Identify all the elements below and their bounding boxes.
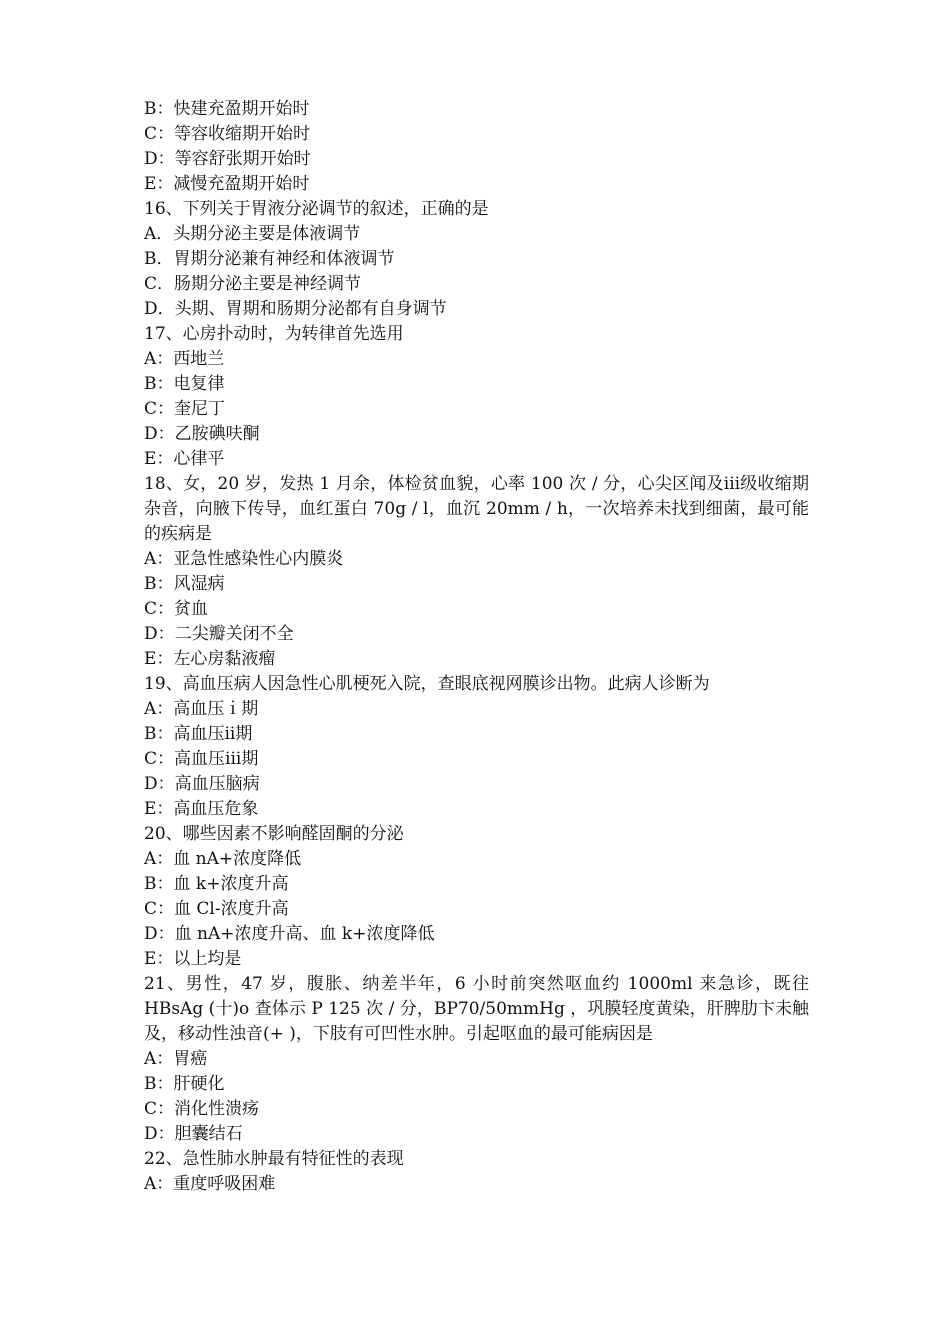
option-d: D：胆囊结石: [144, 1124, 243, 1144]
option-e: E：左心房黏液瘤: [144, 649, 276, 669]
question-19: [144, 672, 809, 822]
option-b: B．胃期分泌兼有神经和体液调节: [144, 249, 395, 269]
option-b: B：电复律: [144, 374, 225, 394]
option-e: E：高血压危象: [144, 799, 259, 819]
option-a: A：血 nA+浓度降低: [144, 849, 302, 869]
option-a: A：高血压ｉ期: [144, 699, 259, 719]
option-b: B：肝硬化: [144, 1074, 225, 1094]
question-16: [144, 197, 809, 322]
option-d: D：等容舒张期开始时: [144, 149, 311, 169]
option-b: B：血 k+浓度升高: [144, 874, 289, 894]
option-a: A：亚急性感染性心内膜炎: [144, 549, 344, 569]
question-stem: 19、高血压病人因急性心肌梗死入院，查眼底视网膜诊出物。此病人诊断为: [144, 674, 710, 694]
option-b: B：高血压ii期: [144, 724, 253, 744]
question-stem: 18、女，20 岁，发热 1 月余，体检贫血貌，心率 100 次 / 分，心尖区闻及iii级收缩期杂音，向腋下传导，血红蛋白 70g / l，血沉 20mm / h，一次培养未找到细菌，最可能的疾病是: [144, 474, 809, 544]
option-a: A：西地兰: [144, 349, 225, 369]
option-d: D：高血压脑病: [144, 774, 260, 794]
option-a: A：重度呼吸困难: [144, 1174, 276, 1194]
question-21: [144, 972, 809, 1147]
option-d: D：二尖瓣关闭不全: [144, 624, 294, 644]
question-22: [144, 1147, 809, 1197]
option-b: B：快建充盈期开始时: [144, 99, 310, 119]
option-a: A：胃癌: [144, 1049, 208, 1069]
document-page: [144, 97, 809, 1197]
option-c: C：贫血: [144, 599, 209, 619]
question-20: [144, 822, 809, 972]
option-c: C．肠期分泌主要是神经调节: [144, 274, 362, 294]
question-stem: 20、哪些因素不影响醛固酮的分泌: [144, 824, 404, 844]
question-stem: 21、男性，47 岁，腹胀、纳差半年，6 小时前突然呕血约 1000ml 来急诊，既往 HBsAg (十)o 查体示 P 125 次 / 分，BP70/50mmHg ，巩膜轻度黄染，肝脾肋卞未触及，移动性浊音(+ )，下肢有可凹性水肿。引起呕血的最可能病因是: [144, 974, 809, 1044]
option-c: C：等容收缩期开始时: [144, 124, 311, 144]
option-d: D．头期、胃期和肠期分泌都有自身调节: [144, 299, 447, 319]
option-c: C：血 Cl-浓度升高: [144, 899, 289, 919]
option-a: A．头期分泌主要是体液调节: [144, 224, 361, 244]
option-d: D：血 nA+浓度升高、血 k+浓度降低: [144, 924, 435, 944]
option-e: E：减慢充盈期开始时: [144, 174, 310, 194]
option-c: C：消化性溃疡: [144, 1099, 260, 1119]
question-17: [144, 322, 809, 472]
question-stem: 17、心房扑动时，为转律首先选用: [144, 324, 404, 344]
question-18: [144, 472, 809, 672]
question-stem: 22、急性肺水肿最有特征性的表现: [144, 1149, 404, 1169]
option-d: D：乙胺碘呋酮: [144, 424, 260, 444]
option-e: E：心律平: [144, 449, 225, 469]
question-15-tail: [144, 97, 809, 197]
option-b: B：风湿病: [144, 574, 225, 594]
question-stem: 16、下列关于胃液分泌调节的叙述，正确的是: [144, 199, 489, 219]
option-e: E：以上均是: [144, 949, 242, 969]
option-c: C：奎尼丁: [144, 399, 226, 419]
option-c: C：高血压iii期: [144, 749, 259, 769]
